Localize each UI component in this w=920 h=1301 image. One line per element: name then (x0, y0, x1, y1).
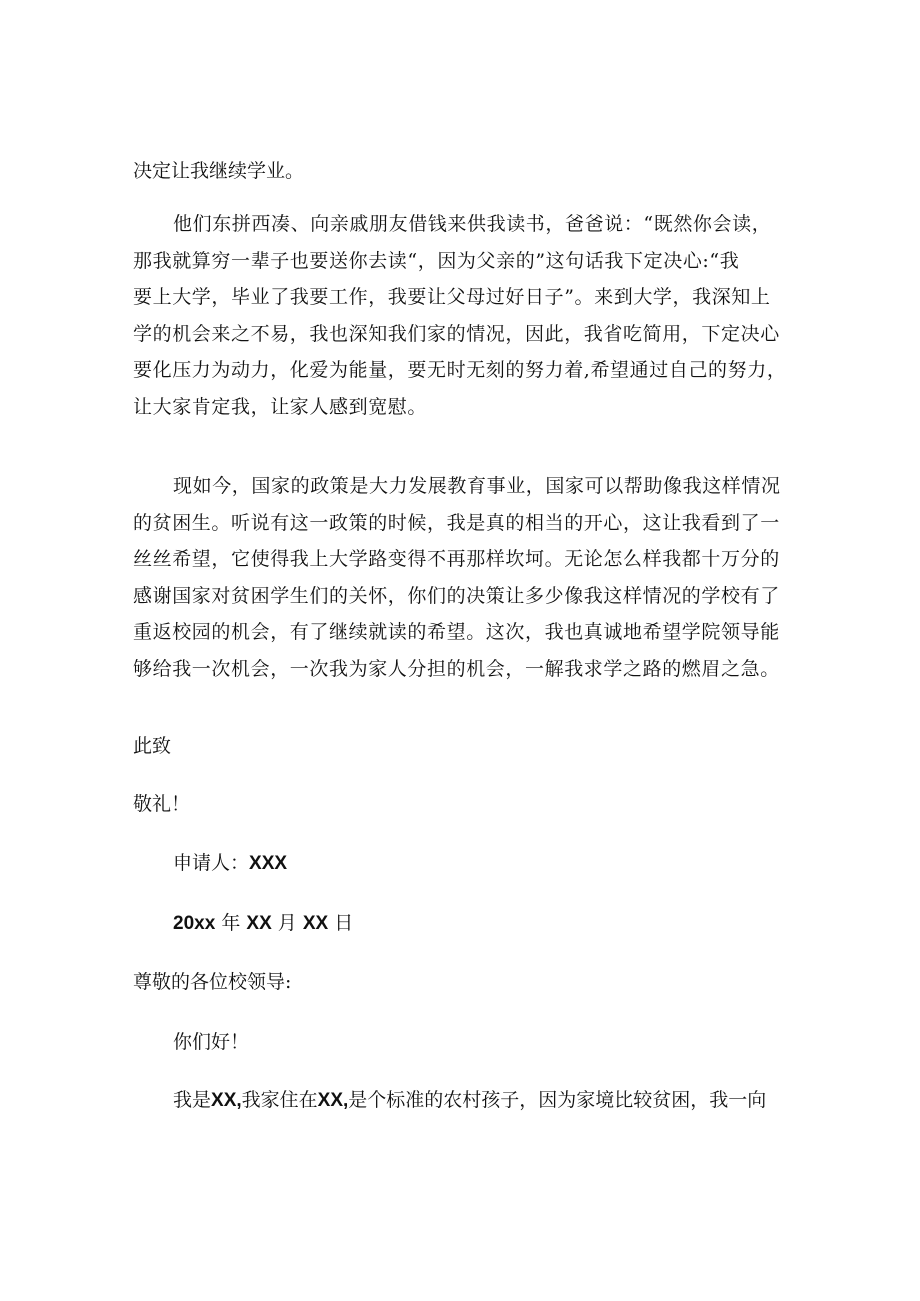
date-day-unit: 日 (334, 912, 354, 934)
applicant-name: XXX (249, 853, 288, 874)
date-year-unit: 年 (221, 912, 241, 934)
applicant-signature (173, 845, 287, 882)
paragraph-line: 感谢国家对贫困学生们的关怀，你们的决策让多少像我这样情况的学校有了 (133, 584, 780, 607)
date-month: XX (246, 913, 272, 934)
intro-line (173, 1082, 766, 1119)
paragraph-line: 那我就算穷一辈子也要送你去读“，因为父亲的”这句话我下定决心:“我 (133, 249, 740, 272)
paragraph-line: 要化压力为动力，化爱为能量，要无时无刻的努力着,希望通过自己的努力， (133, 359, 787, 382)
salutation: 尊敬的各位校领导: (133, 971, 292, 993)
paragraph-line: 的贫困生。听说有这一政策的时候，我是真的相当的开心，这让我看到了一 (133, 511, 780, 534)
greeting: 你们好！ (173, 1031, 250, 1053)
paragraph-continuation: 决定让我继续学业。 (133, 160, 305, 182)
closing-line-1: 此致 (133, 735, 172, 757)
paragraph-line: 学的机会来之不易，我也深知我们家的情况，因此，我省吃简用，下定决心 (133, 322, 780, 345)
intro-placeholder-place: XX, (317, 1090, 349, 1111)
date-month-unit: 月 (277, 912, 297, 934)
paragraph-family-support (133, 206, 813, 426)
paragraph-line: 要上大学，毕业了我要工作，我要让父母过好日子”。来到大学，我深知上 (133, 286, 771, 309)
paragraph-line: 丝丝希望，它使得我上大学路变得不再那样坎坷。无论怎么样我都十万分的 (133, 548, 780, 571)
paragraph-line: 让大家肯定我，让家人感到宽慰。 (133, 395, 428, 418)
paragraph-line: 够给我一次机会，一次我为家人分担的机会，一解我求学之路的燃眉之急。 (133, 657, 780, 680)
signature-date (173, 905, 353, 942)
paragraph-line: 现如今，国家的政策是大力发展教育事业，国家可以帮助像我这样情况 (173, 475, 781, 497)
date-day: XX (302, 913, 329, 934)
intro-text: 是个标准的农村孩子，因为家境比较贫困，我一向 (348, 1089, 767, 1111)
paragraph-line: 重返校园的机会，有了继续就读的希望。这次，我也真诚地希望学院领导能 (133, 621, 780, 644)
date-year: 20xx (173, 913, 216, 934)
paragraph-national-policy (133, 468, 813, 688)
closing-line-2: 敬礼！ (133, 793, 191, 815)
intro-text: 我家住在 (241, 1089, 318, 1111)
applicant-label: 申请人： (173, 852, 250, 874)
intro-placeholder-name: XX, (211, 1090, 242, 1111)
intro-text: 我是 (173, 1089, 212, 1111)
paragraph-line: 他们东拼西凑、向亲戚朋友借钱来供我读书，爸爸说：“既然你会读， (173, 213, 772, 235)
